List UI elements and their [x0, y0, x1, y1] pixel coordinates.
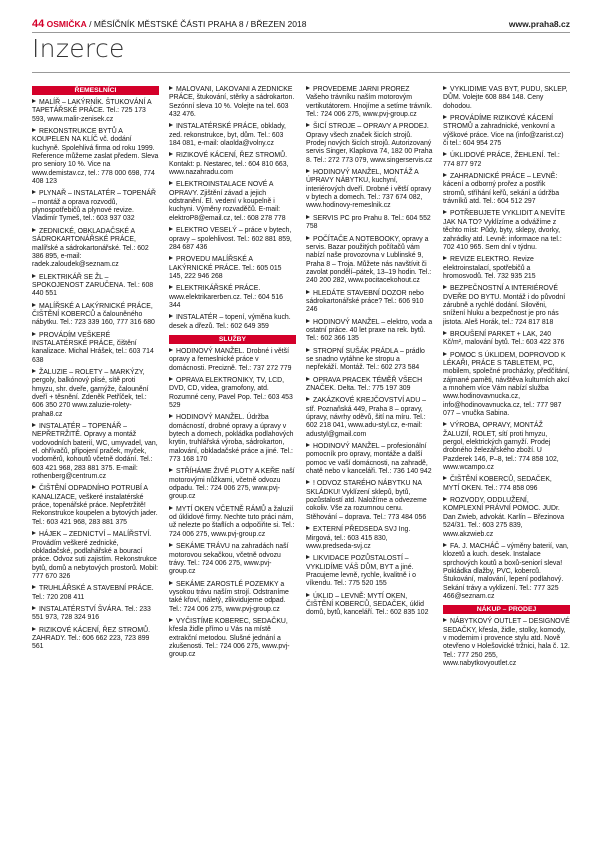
ad-body: a čalouněného nábytku. Tel.: 723 339 160, 777 316 680 — [32, 310, 155, 327]
classified-ad — [32, 228, 159, 270]
classified-ad — [443, 476, 570, 493]
classified-ad — [32, 485, 159, 527]
ad-headline: ŠICÍ STROJE – OPRAVY A PRODEJ. — [306, 123, 429, 130]
ad-headline: POČÍTAČE A NOTEBOOKY, — [306, 236, 400, 243]
classified-ad — [32, 128, 159, 186]
ad-headline: FA. J. MACHÁČ — [443, 543, 499, 550]
classified-ad — [306, 236, 433, 286]
ad-headline: ČIŠTĚNÍ ODPADNÍHO POTRUBÍ A KANALIZACE, — [32, 485, 148, 501]
ad-headline: ŽALUZIE – ROLETY – MARKÝZY, — [32, 369, 144, 376]
classified-ad — [32, 585, 159, 602]
classified-ad — [32, 332, 159, 365]
classified-ad — [306, 480, 433, 522]
classified-ad — [169, 285, 296, 310]
classified-ad — [32, 423, 159, 481]
ad-body: obklady, zed. rekonstrukce, byt, dům. Tel.: 603 184 081, e-mail: olaolda@volny.cz — [169, 123, 286, 148]
ad-headline: ČIŠTĚNÍ KOBERCŮ, SEDAČEK, MYTÍ OKEN. — [443, 476, 552, 492]
classified-ad — [306, 319, 433, 344]
ad-headline: HODINOVÝ MANŽEL. — [169, 414, 245, 421]
ad-headline: BEZPEČNOSTNÍ A INTERIÉROVÉ DVEŘE DO BYTU. — [443, 285, 558, 301]
ads-columns — [32, 86, 570, 846]
ad-headline: PLYNAŘ – INSTALATÉR – TOPENÁŘ — [32, 190, 156, 197]
ad-headline: SERVIS PC — [306, 215, 350, 222]
classified-ad — [32, 99, 159, 124]
ad-body: – prádlo se snadno vytáhne ke stropu a nepřekáží. Montáž. Tel.: 602 273 584 — [306, 347, 425, 372]
ad-headline: ROZVODY, ODDLUŽENÍ, KOMPLEXNÍ PRÁVNÍ POMOC. — [443, 497, 541, 513]
classified-ad — [443, 331, 570, 348]
classified-ad — [169, 377, 296, 410]
ad-body: Revize elektroinstalací, spotřebičů a hromosvodů. Tel. 732 935 215 — [443, 256, 536, 280]
ad-body: Tel.: 720 208 411 — [32, 593, 85, 601]
classified-ad — [169, 314, 296, 331]
ads-column-4 — [443, 86, 570, 846]
ad-body: křesla židle přímo u Vás na místě extrakční metodou. Slušné jednání a zkušenosti. Tel.: 724 006 275, www.pvj-group.cz — [169, 626, 290, 659]
ad-body: opravy a servis. Bazar použitých počítačů vám nabízí naše provozovna v Lublinské 9, Praha 8 – Troja. Můžete nás navštívit či zavolat pondělí–pátek, 13–19 hodin. Tel.: 240 200 282, www.pocitacekohout.cz — [306, 235, 432, 285]
ad-headline: ÚKLIDOVÉ PRÁCE, ŽEHLENÍ. — [443, 152, 545, 159]
ad-body: malířské a sádrokartonářské. Tel.: 602 386 895, e-mail: radek.zaloudek@seznam.cz — [32, 244, 149, 269]
classified-ad — [443, 352, 570, 419]
ad-headline: PROVEDEME JARNÍ PROŘEZ — [306, 86, 409, 93]
classified-ad — [443, 618, 570, 668]
ad-body: a vysokou trávu naším strojí. Odstraníme také křoví, náletý, zlikvidujeme odpad. Tel.: 724 006 275, www.pvj-group.cz — [169, 580, 289, 613]
classified-ad — [443, 115, 570, 148]
ad-headline: HÁJEK – ZEDNICTVÍ – MALÍŘSTVÍ. — [32, 531, 151, 538]
ad-headline: OPRAVA PRACEK TÉMĚŘ VŠECH ZNAČEK. — [306, 376, 423, 392]
ad-body: Volejte 608 884 148. Ceny dohodou. — [443, 94, 544, 110]
ad-headline: MYTÍ OKEN VČETNĚ RÁMŮ — [169, 506, 266, 513]
ad-headline: VYČISTÍME KOBEREC, SEDAČKU, — [169, 618, 288, 625]
ad-headline: MALÍŘ – LAKÝRNÍK. ŠTUKOVÁNÍ A TAPETÁŘSKÉ PRÁCE. — [32, 99, 152, 115]
header-subtitle: / MĚSÍČNÍK MĚSTSKÉ ČÁSTI PRAHA 8 / BŘEZEN 2018 — [89, 19, 307, 29]
page-header — [32, 18, 570, 30]
classified-ad — [169, 506, 296, 539]
ad-body: štukování, stěrky a sádrokarton. Sezónní sleva 10 %. Volejte na tel. 603 432 476. — [169, 94, 295, 119]
classified-ad — [169, 256, 296, 281]
classified-ad — [306, 348, 433, 373]
ad-headline: ELEKTROINSTALACE NOVÉ A OPRAVY. — [169, 181, 274, 197]
ad-headline: STŘÍHÁME ŽIVÉ PLOTY A KEŘE — [169, 468, 280, 475]
ad-headline: SEKÁME ZAROSTLÉ POZEMKY — [169, 581, 279, 588]
classified-ad — [443, 86, 570, 111]
ad-headline: EXTERNÍ PŘEDSEDA SVJ — [306, 526, 397, 533]
classified-ad — [169, 152, 296, 177]
classified-ad — [169, 414, 296, 464]
ad-body: 240 Kč/m², malování bytů. Tel.: 603 422 376 — [443, 330, 565, 347]
ad-body: Opravy všech značek šicích strojů. Prodej nových šicích strojů. Autorizovaný servis Singer, Klapkova 74, 182 00 Praha 8. Tel.: 272 773 079, www.singerservis.cz — [306, 131, 433, 164]
ad-body: www.elektrikarerben.cz. Tel.: 604 516 344 — [169, 293, 284, 309]
ad-headline: INSTALATÉR – TOPENÁŘ – NEPŘETRŽITĚ. — [32, 423, 127, 439]
ad-body: Údržba domácností, drobné opravy a úpravy v bytech a domech, pokládka podlahových krytin, truhlářská výroba, sádrokarton, malování, obkladačské práce a jiné. Tel.: 773 168 170 — [169, 414, 294, 464]
ad-headline: LIKVIDACE POZŮSTALOSTÍ – VYKLIDÍME VÁŠ DŮM, — [306, 555, 409, 571]
classified-ad — [306, 397, 433, 439]
ad-body: Montáž i do původní zárubně a rychlé dodání. Silověni, snížení hluku a bezpečnost je pro nás jistota. Aleš Horák, tel.: 724 817 818 — [443, 293, 566, 326]
ad-body: naší motorovými nůžkami, včetně odvozu odpadu. Tel.: 724 006 275, www.pvj-group.cz — [169, 468, 295, 501]
website-link[interactable]: www.praha8.cz — [508, 19, 570, 29]
classified-ad — [443, 173, 570, 206]
ad-headline: RIZIKOVÉ KÁCENÍ, ŘEZ STROMŮ. ZAHRADY. — [32, 626, 151, 642]
classified-ad — [169, 123, 296, 148]
classified-ad — [443, 543, 570, 601]
classified-ad — [306, 593, 433, 618]
ad-body: – stř. Poznaňská 449, Praha 8 – opravy, úpravy, návrhy oděvů, šití na míru. Tel.: 602 218 041, www.adu-styl.cz, e-mail: adustyl@gmail.com — [306, 397, 426, 438]
title-divider — [32, 72, 570, 73]
ad-body: Tel.: 774 858 096 — [484, 484, 538, 492]
category-heading: SLUŽBY — [169, 335, 296, 344]
ad-body: Drobné i větší opravy a řemeslnické práce v domácnosti. Precizně. Tel.: 737 272 779 — [169, 347, 292, 372]
ad-body: Provádím veškeré zednické, obkladačské, podlahářské a bourací práce. Odvoz suti zajistím. Rekonstrukce bytů, domů a nebytových prostorů. Mobil: 777 670 326 — [32, 539, 159, 580]
ad-headline: ! ODVOZ STARÉHO NÁBYTKU NA SKLÁDKU! — [306, 480, 422, 496]
classified-ad — [32, 369, 159, 419]
ad-headline: TRUHLÁŘSKÉ A STAVEBNÍ PRÁCE. — [32, 585, 154, 592]
ad-headline: ZAKÁZKOVÉ KREJČOVSTVÍ ADU — [306, 397, 420, 404]
ad-headline: PROVÁDÍME RIZIKOVÉ KÁCENÍ STROMŮ — [443, 115, 553, 131]
ad-headline: RIZIKOVÉ KÁCENÍ, ŘEZ STROMŮ. — [169, 152, 287, 159]
ad-body: – topení, výměna kuch. desek a dřezů. Tel.: 602 649 359 — [169, 314, 291, 330]
ad-body: mobilem, společné procházky, předčítání, zájmané paměti, návštěva kulturních akcí a mnohem více Vám nabízí služba www.hodinovavnucka.cz, info@hodinovavnucka.cz, tel.: 777 987 077 – vnučka Sabina. — [443, 368, 570, 418]
classified-ad — [32, 303, 159, 328]
ad-headline: ZEDNICKÉ, OBKLADAČSKÉ A SÁDROKARTONÁŘSKÉ PRÁCE, — [32, 227, 136, 244]
ad-headline: ZAHRADNICKÉ PRÁCE – — [443, 173, 531, 180]
ad-headline: HODINOVÝ MANŽEL — [306, 319, 379, 326]
ad-body: veškeré instalatérské práce, topenářské práce. Nepřetržitě! Rekonstrukce koupelen a bytových jader. Tel.: 603 421 968, 283 881 375 — [32, 493, 158, 526]
classified-ad — [32, 274, 159, 299]
classified-ad — [169, 348, 296, 373]
ad-body: TV, LCD, DVD, CD, videa, gramofony, atd. Rozumné ceny, Pavel Pop. Tel.: 603 453 529 — [169, 376, 293, 409]
ad-headline: ELEKTRO VESELÝ — [169, 227, 237, 234]
ad-headline: REVIZE ELEKTRO. — [443, 256, 511, 263]
classified-ad — [443, 152, 570, 169]
page-title: Inzerce — [32, 34, 125, 63]
ad-headline: BROUŠENÍ PARKET + LAK, — [443, 331, 538, 338]
ad-body: DESIGNOVÉ SEDAČKY, křesla, židle, stolky, komody, v modernim i provence stylu atd. Nově otevřeno v Holešovické tržnici, hala č. 12. Tel.: 777 250 255, www.nabytkovyoutlet.cz — [443, 618, 570, 667]
classified-ad — [306, 215, 433, 232]
ad-body: Tel.: 605 015 145, 222 946 268 — [169, 264, 282, 280]
ad-headline: NÁBYTKOVÝ OUTLET – — [443, 618, 527, 625]
ad-body: Delta. Tel.: 775 197 309 — [337, 385, 411, 392]
ad-body: Zjištění závad a jejich odstranění. El. vedení v koupelně i kuchyni. Výměny rozvaděčů. E-mail: elektroP8@email.cz, tel.: 608 278 778 — [169, 189, 286, 222]
classified-ad — [443, 210, 570, 252]
ad-body: – práce v bytech, opravy – spolehlivost. Tel.: 602 881 859, 284 687 436 — [169, 227, 292, 251]
ad-body: Tel.: 725 173 593, www.malir-zenisek.cz — [32, 107, 146, 123]
classified-ad — [306, 169, 433, 211]
ads-column-3 — [306, 86, 433, 846]
classified-ad — [443, 422, 570, 472]
ad-body: Tel.: 606 662 223, 723 899 561 — [32, 634, 150, 651]
ad-headline: MALOVÁNÍ, LAKOVÁNÍ A ZEDNICKÉ PRÁCE, — [169, 86, 293, 102]
classified-ad — [169, 543, 296, 576]
classified-ad — [169, 181, 296, 223]
classified-ad — [306, 526, 433, 551]
ads-column-2 — [169, 86, 296, 846]
classified-ad — [443, 256, 570, 281]
category-heading: ŘEMESLNÍCI — [32, 86, 159, 95]
ad-body: – profesionální pomocník pro opravy, montáže a další pomoc ve vaší domácnosti, na zahradě, chatě nebo v kanceláři. Tel.: 736 140 942 — [306, 443, 432, 476]
classified-ad — [306, 555, 433, 588]
section-name: OSMIČKA — [46, 19, 87, 29]
ad-body: Kontakt: p. Nestarec, tel.: 604 810 663, www.nazahradu.com — [169, 160, 289, 177]
ad-body: JUDr. Dan Zwieb, advokát. Karlín – Březinova 524/31. Tel.: 603 275 839, www.akzwieb.cz — [443, 505, 565, 538]
ad-headline: INSTALATÉRSKÉ PRÁCE, — [169, 123, 259, 130]
ad-headline: OPRAVA ELEKTRONIKY, — [169, 377, 255, 384]
classified-ad — [306, 123, 433, 165]
ad-headline: ÚKLID – LEVNĚ: MYTÍ OKEN, ČIŠTĚNÍ KOBERCŮ, SEDAČEK, — [306, 592, 408, 608]
ad-headline: INSTALATÉRSTVÍ ŠVÁRA. — [32, 606, 123, 613]
ad-body: – montáž a oprava rozvodů, plynospotřebičů a plynové revize. Vladimír Tymeš, tel.: 603 937 032 — [32, 198, 135, 223]
ad-body: Vašeho trávníku naším motorovým vertikutátorem. Hnojíme a setíme trávník. Tel.: 724 006 275, www.pvj-group.cz — [306, 94, 432, 119]
ad-headline: POMOC S ÚKLIDEM, DOPROVOD K LÉKAŘI, PRÁCE S TABLETEM, PC, — [443, 351, 566, 367]
ad-body: Vyklízíme a odvážíme z těchto míst: Půdy, byty, sklepy, dvorky, zahrádky atd. Levně: informace na tel.: 702 410 965. Sem dní v týdnu. — [443, 218, 562, 251]
ad-headline: ELEKTRIKÁŘSKÉ PRÁCE. — [169, 285, 260, 292]
ad-body: Tel.: 233 551 973, 728 324 916 — [32, 605, 151, 622]
ad-headline: PROVÁDÍM VEŠKERÉ INSTALATÉRSKÉ PRÁCE, — [32, 331, 115, 347]
ad-body: sítí proti hmyzu, pergol, elektrických garnyží. Prodej drobného železářského zboží. U Pazderek 146, P–8, tel.: 774 858 102, www.wcampo.cz — [443, 430, 559, 472]
ad-body: vč. dodání kuchyně. Spolehlivá firma od roku 1999. Reference můžeme zaslat předem. Sleva pro seniory 10 %. Vice na www.demistav.cz, tel.: 778 000 698, 774 408 123 — [32, 136, 159, 186]
classified-ad — [306, 290, 433, 315]
ad-headline: HODINOVÝ MANŽEL, MONTÁŽ A ÚPRAVY NÁBYTKU, — [306, 169, 419, 185]
ad-body: Vyklízení sklepů, bytů, pozůstalostí atd. Naložíme a odvezeme cokoliv. Vše za rozumnou cenu. Stěhování – doprava. Tel.: 773 484 056 — [306, 488, 427, 521]
ad-body: a zahradnické, venkovní a výškové práce. Vice na (info@zarist.cz) či tel.: 604 954 275 — [443, 123, 564, 148]
ad-headline: HODINOVÝ MANŽEL. — [169, 348, 245, 355]
ad-body: Ing. Mirgová, tel.: 603 415 830, www.predseda-svj.cz — [306, 526, 411, 550]
classified-ad — [32, 190, 159, 223]
ad-body: čištění kanalizace. Michal Hrášek, tel.: 603 714 638 — [32, 339, 154, 364]
header-divider — [32, 32, 570, 33]
ad-body: úklid domů, bytů, kanceláří. Tel.: 602 835 102 — [306, 600, 429, 617]
classified-ad — [306, 86, 433, 119]
classified-ad — [169, 581, 296, 614]
ad-headline: VYKLIDÍME VÁŠ BYT, PŮDU, SKLEP, DŮM. — [443, 86, 568, 102]
ad-headline: STROPNÍ SUŠÁK PRÁDLA — [306, 348, 398, 355]
classified-ad — [32, 606, 159, 623]
category-heading: NÁKUP – PRODEJ — [443, 605, 570, 614]
classified-ad — [443, 285, 570, 327]
ad-body: BYT a jiné. Pracujeme levně, rychle, kvalitně i o víkendu. Tel.: 775 520 155 — [306, 563, 416, 588]
classified-ad — [32, 531, 159, 581]
ad-body: – elektro, voda a ostatní práce. 40 let praxe na rek. bytů. Tel.: 602 366 135 — [306, 318, 433, 343]
ad-body: pro Prahu 8. Tel.: 604 552 758 — [306, 214, 431, 231]
ad-headline: INSTALATÉR — [169, 314, 217, 321]
ad-body: pergoly, balkónový plisé, sítě proti hmyzu, shr. dveře, garnýže, čalounění dveří + těsnění. Zdeněk Petříček, tel.: 606 350 270 www.zaluzie-rolety-praha8.cz — [32, 377, 149, 418]
ad-body: Opravy a montáž vodovodních baterií, WC, umyvadel, van, el. ohřívačů, připojení praček, myček, vodoměrů, kohoutů včetně dodání. Tel.: 603 421 968, 283 881 375. E-mail: rothenberg@centrum.cz — [32, 431, 158, 481]
ads-column-1 — [32, 86, 159, 846]
ad-body: nebo sádrokartonářské práce? Tel.: 606 910 246 — [306, 289, 424, 314]
ad-headline: ELEKTRIKÁŘ SE ŽL – SPOKOJENOST ZARUČENA. — [32, 273, 126, 289]
ad-headline: HLEDÁTE STAVEBNÍ DOZOR — [306, 290, 407, 297]
ad-headline: HODINOVÝ MANŽEL — [306, 443, 379, 450]
ad-body: – výměny baterií, van, klozetů a kuch. desek. Instalace sprchových koutů a boxů-seniorí sleva! Pokládka dlažby, PVC, koberců. Štukování, malování, lepení podlahový. Sekání trávy a vyklizení. Tel.: 777 325 466@seznam.cz — [443, 542, 569, 600]
ad-body: na zahradách naší motorovou sekačkou, včetně odvozu trávy. Tel.: 724 006 275, www.pvj-group.cz — [169, 543, 289, 576]
classified-ad — [32, 627, 159, 652]
classified-ad — [306, 443, 433, 476]
ad-body: a žaluzií od úklidové firmy. Nechte tuto práci nám, už nelezte po štaflích a odpočiňte si. Tel.: 724 006 275, www.pvj-group.cz — [169, 505, 295, 538]
page-number: 44 — [32, 18, 45, 30]
ad-headline: VÝROBA, OPRAVY, MONTÁŽ ŽALUZIÍ, ROLET, — [443, 422, 543, 438]
ad-body: Tel.: 608 440 551 — [32, 281, 154, 298]
classified-ad — [169, 468, 296, 501]
ad-headline: MALÍŘSKÉ A LAKÝRNICKÉ PRÁCE, ČIŠTĚNÍ KOBERCŮ — [32, 302, 153, 318]
ad-headline: SEKÁME TRÁVU — [169, 543, 230, 550]
classified-ad — [169, 618, 296, 660]
ad-headline: PROVEDU MALÍŘSKÉ A LAKÝRNICKÉ PRÁCE. — [169, 256, 253, 272]
ad-body: Tel.: 774 877 972 — [443, 152, 560, 168]
classified-ad — [306, 377, 433, 394]
ad-body: kuchyní, interiérových dveří. Drobné i větší opravy v bytech a domech. Tel.: 737 674 082, www.hodinovy-remeslnik.cz — [306, 177, 432, 210]
ad-headline: POTŘEBUJETE VYKLIDIT A NEVÍTE JAK NA TO? — [443, 210, 566, 226]
ad-headline: REKONSTRUKCE BYTŮ A KOUPELEN NA KLÍČ — [32, 128, 123, 144]
ad-body: LEVNĚ: kácení a odborný prořez a postřik stromů, stříhání keřů, sekání a údržba trávníků atd. Tel.: 604 512 297 — [443, 173, 560, 206]
classified-ad — [169, 227, 296, 252]
classified-ad — [169, 86, 296, 119]
classified-ad — [443, 497, 570, 539]
